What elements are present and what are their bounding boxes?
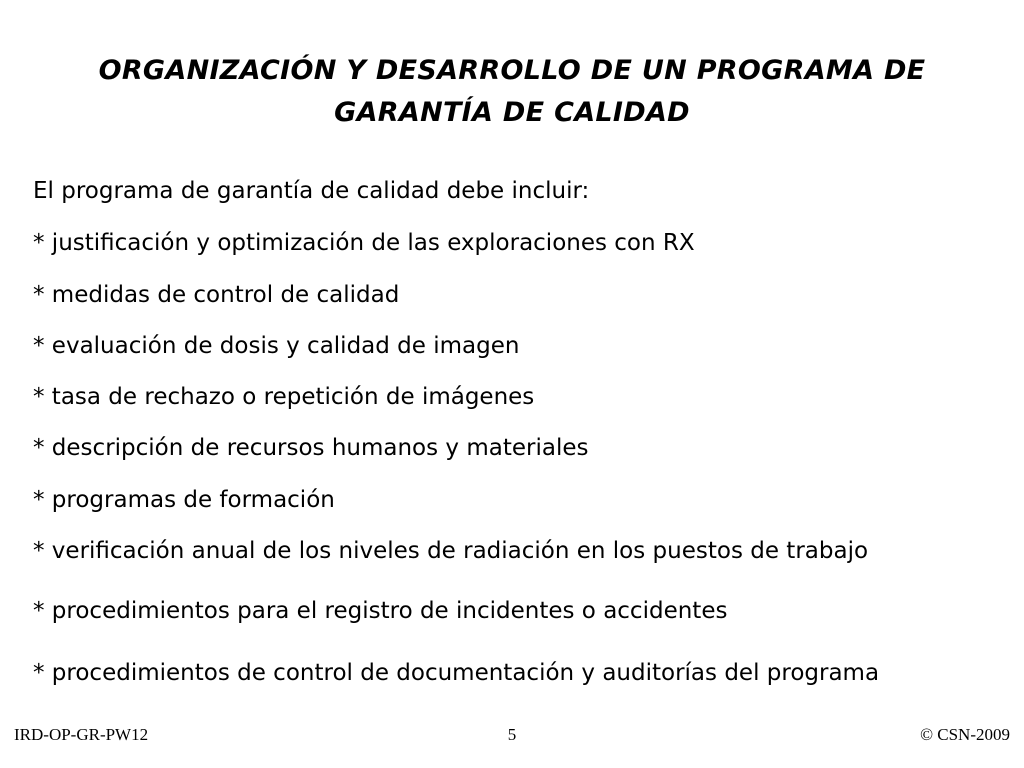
list-item: * medidas de control de calidad [33,282,400,308]
footer-copyright: © CSN-2009 [920,725,1010,744]
list-item: * justificación y optimización de las exploraciones con RX [33,230,695,256]
intro-text: El programa de garantía de calidad debe incluir: [33,178,590,204]
list-item: * verificación anual de los niveles de radiación en los puestos de trabajo [33,538,869,564]
list-item: * tasa de rechazo o repetición de imágenes [33,384,535,410]
footer-document-code: IRD-OP-GR-PW12 [14,725,149,744]
list-item: * procedimientos para el registro de incidentes o accidentes [33,598,728,624]
slide-title [20,50,1004,134]
list-item: * evaluación de dosis y calidad de imagen [33,333,520,359]
list-item: * procedimientos de control de documentación y auditorías del programa [33,660,880,686]
list-item: * descripción de recursos humanos y materiales [33,435,589,461]
slide-title-line-1: ORGANIZACIÓN Y DESARROLLO DE UN PROGRAMA DE [98,55,926,86]
slide-title-line-2: GARANTÍA DE CALIDAD [334,97,690,128]
footer-page-number: 5 [507,725,517,744]
list-item: * programas de formación [33,487,335,513]
